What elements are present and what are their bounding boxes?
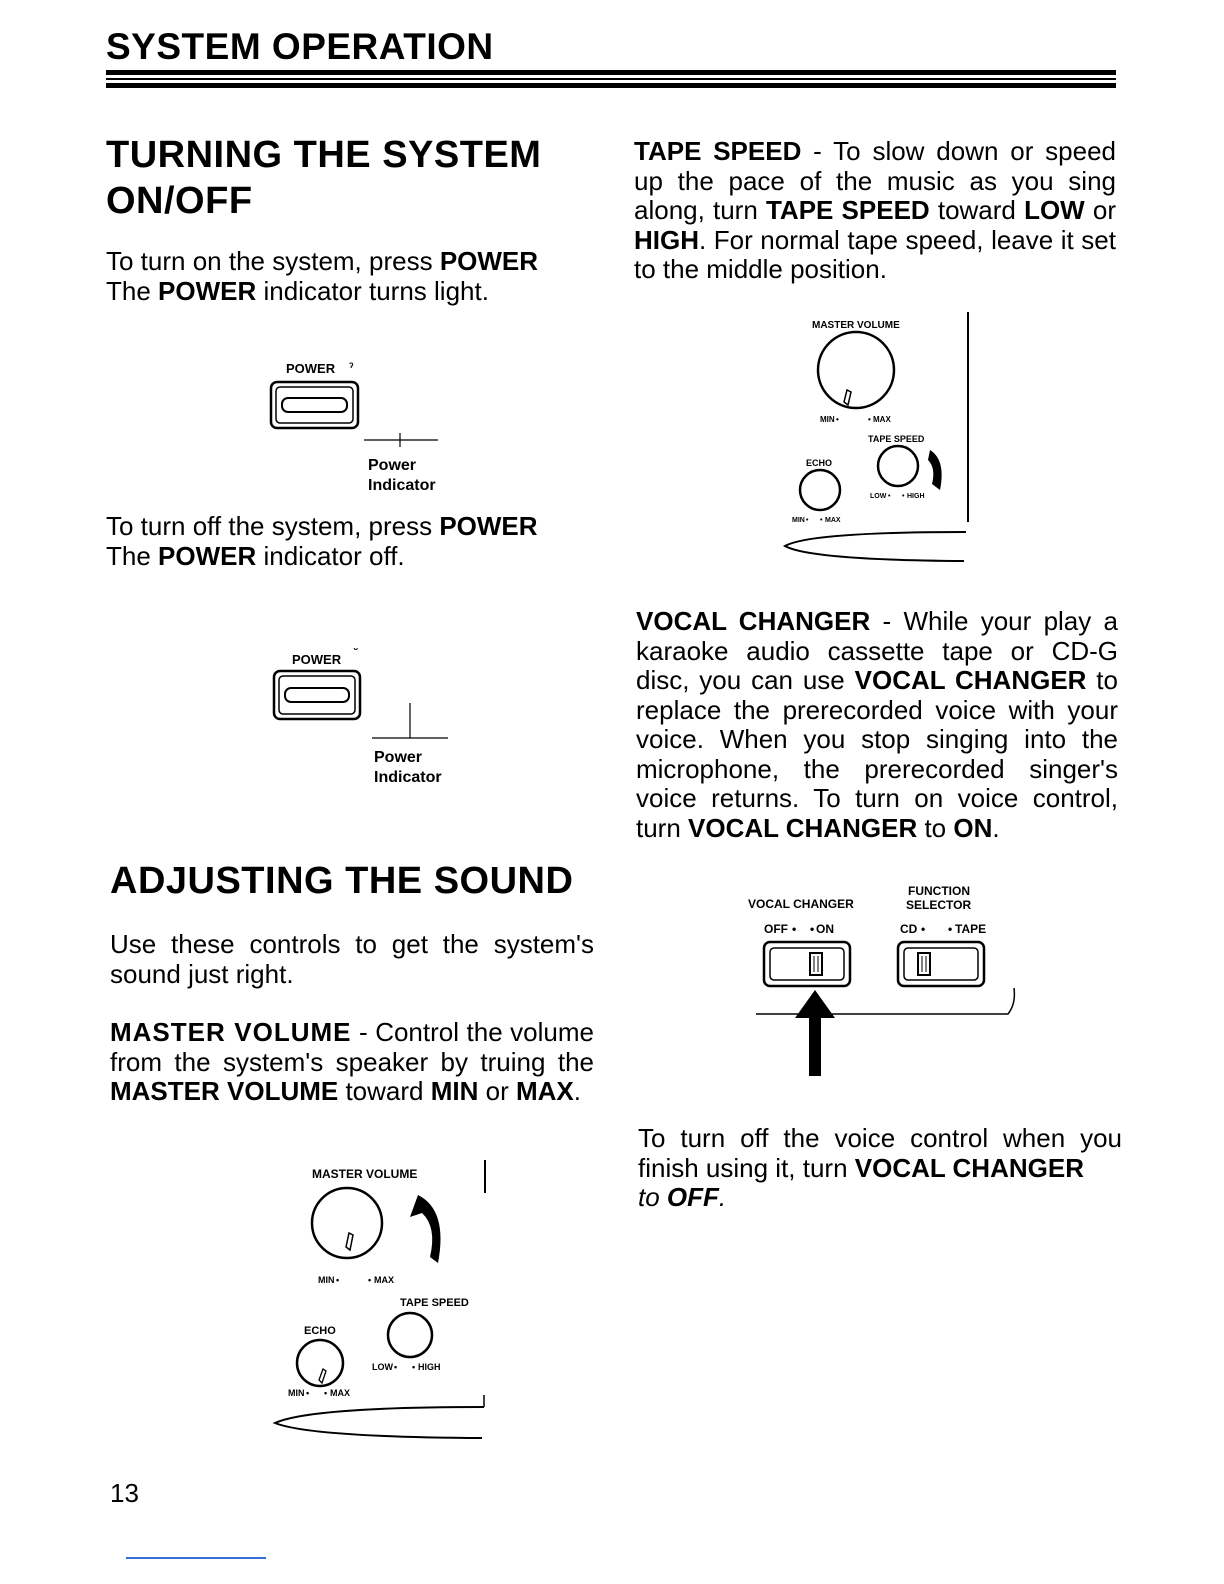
svg-text:•: • <box>336 1275 340 1285</box>
master-volume-label: MASTER VOLUME <box>812 320 900 331</box>
svg-text:•: • <box>412 1362 416 1372</box>
max-label: MAX <box>374 1275 394 1285</box>
tape-speed-label: TAPE SPEED <box>868 434 925 444</box>
master-volume-text: MASTER VOLUME - Control the volume from the system's speaker by truing the MASTER VOLUME toward MIN or MAX. <box>110 1017 594 1106</box>
svg-text:MIN: MIN <box>288 1388 305 1398</box>
page-number: 13 <box>110 1478 139 1508</box>
svg-text:•: • <box>394 1362 398 1372</box>
min-label: MIN <box>820 415 835 424</box>
power-button-figure-on <box>260 355 460 500</box>
svg-text:•: • <box>868 415 871 424</box>
svg-text:•: • <box>902 493 905 500</box>
tape-label: TAPE <box>955 922 987 936</box>
off-label: OFF <box>764 922 788 936</box>
svg-text:MIN: MIN <box>792 517 805 524</box>
high-label: HIGH <box>907 493 925 500</box>
curved-arrow-icon <box>410 1195 441 1263</box>
master-volume-knob <box>818 332 894 408</box>
power-off-text: To turn off the system, press POWER The POWER indicator off. <box>106 511 538 571</box>
svg-text:•: • <box>921 922 926 936</box>
svg-text:SELECTOR: SELECTOR <box>906 898 972 912</box>
footer-line <box>126 1557 266 1559</box>
vocal-changer-label: VOCAL CHANGER <box>748 897 854 911</box>
vocal-off-text: To turn off the voice control when you finish using it, turn VOCAL CHANGER to OFF. <box>638 1123 1122 1212</box>
knob-panel-figure-left <box>270 1155 500 1445</box>
cd-label: CD <box>900 922 918 936</box>
tape-speed-text: TAPE SPEED - To slow down or speed up the pace of the music as you sing along, turn TAPE SPEED toward LOW or HIGH. For normal tape speed, leave it set to the middle position. <box>634 136 1117 284</box>
svg-text:Indicator: Indicator <box>368 477 436 494</box>
svg-text:•: • <box>820 517 823 524</box>
echo-label: ECHO <box>304 1325 336 1337</box>
svg-text:˘: ˘ <box>354 646 358 660</box>
function-selector-label: FUNCTION <box>908 884 970 898</box>
tape-speed-knob <box>388 1313 432 1357</box>
header-rule <box>106 70 1116 90</box>
page-header: SYSTEM OPERATION <box>106 26 494 67</box>
max-label: MAX <box>873 415 891 424</box>
on-label: ON <box>816 922 834 936</box>
tape-speed-label: TAPE SPEED <box>400 1297 469 1309</box>
power-on-text: To turn on the system, press POWER The POWER indicator turns light. <box>106 246 539 306</box>
svg-text:•: • <box>792 922 797 936</box>
sound-intro-text: Use these controls to get the system's sound just right. <box>110 929 594 989</box>
section-title-turning: TURNING THE SYSTEM ON/OFF <box>106 134 542 222</box>
power-indicator-caption: Power <box>374 749 423 766</box>
svg-text:•: • <box>810 922 815 936</box>
vocal-changer-text: VOCAL CHANGER - While your play a karaoke audio cassette tape or CD-G disc, you can use VOCAL CHANGER to replace the prerecorded voice with your voice. When you stop singing into the microphone, the prerecorded singer's voice returns. To turn on voice control, turn VOCAL CHANGER to ON. <box>636 606 1118 843</box>
power-button-figure-off <box>260 645 470 795</box>
master-volume-label: MASTER VOLUME <box>312 1167 418 1181</box>
up-arrow-icon <box>795 990 835 1076</box>
svg-text:•: • <box>888 493 891 500</box>
power-label: POWER <box>286 361 336 376</box>
svg-text:•: • <box>836 415 839 424</box>
svg-text:ˀ: ˀ <box>349 360 354 374</box>
svg-text:•: • <box>368 1275 372 1285</box>
svg-text:•: • <box>948 922 953 936</box>
tape-speed-knob <box>878 446 918 486</box>
svg-text:•: • <box>806 517 809 524</box>
high-label: HIGH <box>418 1362 441 1372</box>
vocal-changer-switch-figure <box>740 878 1030 1083</box>
svg-text:•: • <box>306 1388 310 1398</box>
svg-text:Indicator: Indicator <box>374 769 442 786</box>
power-label: POWER <box>292 652 342 667</box>
knob-panel-figure-right <box>780 310 980 575</box>
low-label: LOW <box>870 493 887 500</box>
svg-text:MAX: MAX <box>330 1388 350 1398</box>
min-label: MIN <box>318 1275 335 1285</box>
low-label: LOW <box>372 1362 393 1372</box>
svg-text:•: • <box>324 1388 328 1398</box>
curved-arrow-icon <box>928 450 942 490</box>
echo-label: ECHO <box>806 458 833 468</box>
echo-knob <box>800 470 840 510</box>
power-indicator-caption: Power <box>368 457 417 474</box>
svg-text:MAX: MAX <box>825 517 841 524</box>
section-title-adjusting: ADJUSTING THE SOUND <box>110 860 574 902</box>
